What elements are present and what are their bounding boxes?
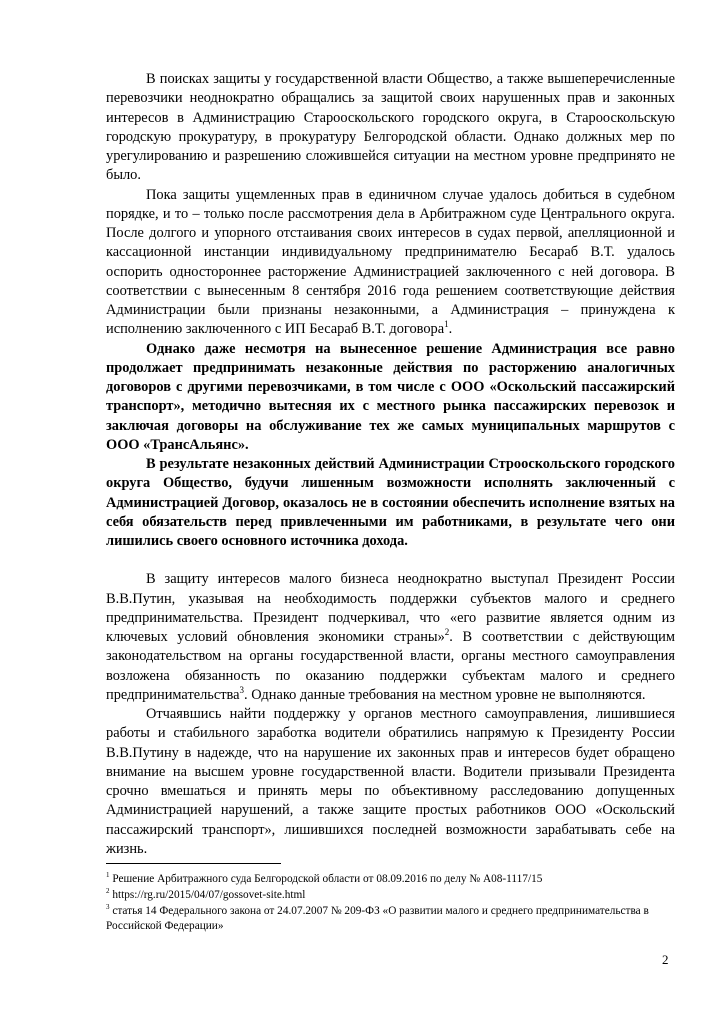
paragraph-5-tail: . Однако данные требования на местном уровне не выполняются. [244, 686, 646, 703]
paragraph-5-text: В защиту интересов малого бизнеса неоднократно выступал Президент России В.В.Путин, указывая на необходимость поддержки субъектов малого и среднего предпринимательства. Президент подчеркивал, что «его развитие является одним из ключевых условий обновления экономики страны» [106, 571, 675, 645]
paragraph-4-text: В результате незаконных действий Администрации Строоскольского городского округа Общество, будучи лишенным возможности исполнять заключенный с Администрацией Договор, оказалось не в состоянии обеспечить исполнение взятых на себя обязательств перед привлеченными им работниками, в результате чего они лишились своего основного источника дохода. [106, 456, 675, 549]
footnote-ref-1[interactable]: 1 [444, 319, 449, 330]
footnote-ref-3[interactable]: 3 [239, 684, 245, 695]
paragraph-2 [106, 186, 675, 340]
footnote-ref-2[interactable]: 2 [444, 627, 450, 638]
footnote-1-text: Решение Арбитражного суда Белгородской области от 08.09.2016 по делу № А08-1117/15 [109, 873, 543, 885]
footnote-3-text: статья 14 Федерального закона от 24.07.2007 № 209-ФЗ «О развитии малого и среднего предпринимательства в Российской Федерации» [106, 904, 649, 933]
paragraph-3-bold [106, 340, 675, 456]
paragraph-5-middle: . В соответствии с действующим законодательством на органы государственной власти, органы местного самоуправления возложена обязанность по оказанию поддержки субъектам малого и среднего предпринимательства [106, 629, 675, 703]
footnote-3-number: 3 [106, 902, 110, 911]
footnote-2-number: 2 [106, 887, 110, 896]
paragraph-5 [106, 570, 675, 705]
footnote-3 [106, 904, 666, 936]
paragraph-6-text: Отчаявшись найти поддержку у органов местного самоуправления, лишившиеся работы и стабильного заработка водители обратились напрямую к Президенту России В.В.Путину в надежде, что на нарушение их законных прав и интересов будет обращено внимание на высшем уровне государственной власти. Водители призывали Президента срочно вмешаться и принять меры по объективному расследованию допущенных Администрацией нарушений, а также защите простых работников ООО «Оскольский пассажирский транспорт», лишившихся последней возможности зарабатывать себе на жизнь. [106, 706, 675, 857]
footnote-2-link[interactable]: https://rg.ru/2015/04/07/gossovet-site.html [109, 888, 306, 901]
paragraph-2-text: Пока защиты ущемленных прав в единичном случае удалось добиться в судебном порядке, и то – только после рассмотрения дела в Арбитражном суде Центрального округа. После долгого и упорного отстаивания своих интересов в судах первой, апелляционной и кассационной инстанции индивидуальному предпринимателю Бесараб В.Т. удалось оспорить одностороннее расторжение Администрацией заключенного с ней договора. В соответствии с вынесенным 8 сентября 2016 года решением соответствующие действия Администрации были признаны незаконными, а Администрация – принуждена к исполнению заключенного с ИП Бесараб В.Т. договора [106, 186, 675, 338]
paragraph-4-bold [106, 455, 675, 551]
footnotes [106, 872, 666, 935]
footnote-2 [106, 888, 666, 904]
paragraph-6 [106, 705, 675, 859]
footnote-1 [106, 872, 666, 888]
footnote-1-number: 1 [106, 871, 110, 880]
paragraph-1-text: В поисках защиты у государственной власти Общество, а также вышеперечисленные перевозчики неоднократно обращались за защитой своих нарушенных прав и законных интересов в Администрацию Старооскольского городского округа, в Старооскольскую городскую прокуратуру, в прокуратуру Белгородской области. Однако должных мер по урегулированию и разрешению сложившейся ситуации на местном уровне предпринято не было. [106, 71, 675, 184]
page-number: 2 [662, 952, 669, 967]
paragraph-3-text: Однако даже несмотря на вынесенное решение Администрация все равно продолжает предпринимать незаконные действия по расторжению аналогичных договоров с другими перевозчиками, в том числе с ООО «Оскольский пассажирский транспорт», методично вытесняя их с местного рынка пассажирских перевозок и заключая договоры на обслуживание тех же самых муниципальных маршрутов с ООО «ТрансАльянс». [106, 340, 675, 453]
paragraph-2-tail: . [448, 321, 453, 338]
footnote-separator [106, 863, 281, 864]
paragraph-1 [106, 70, 675, 186]
